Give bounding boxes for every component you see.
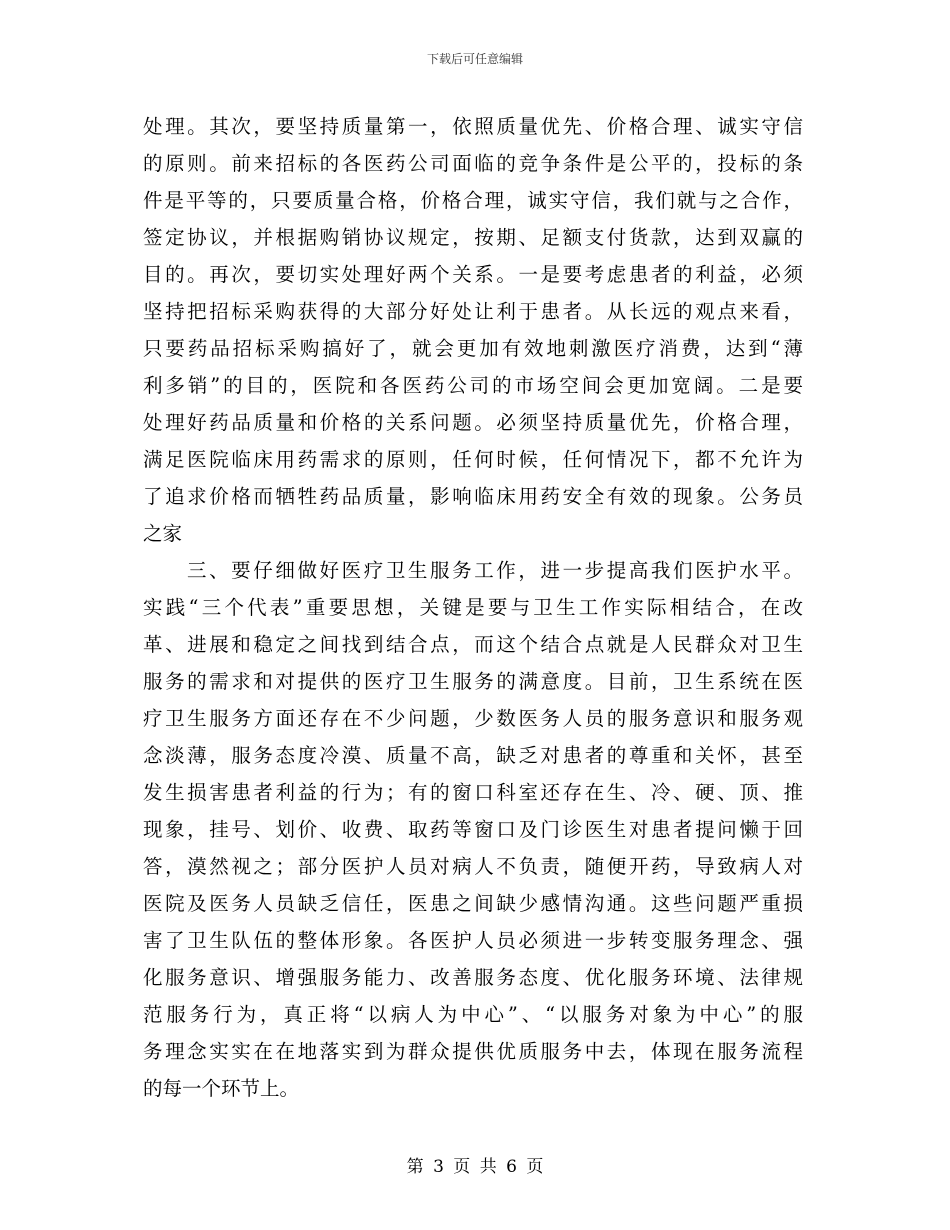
text-line: 现象，挂号、划价、收费、取药等窗口及门诊医生对患者提问懒于回 xyxy=(143,818,803,841)
text-line: 处理好药品质量和价格的关系问题。必须坚持质量优先，价格合理， xyxy=(143,411,803,434)
text-line: 件是平等的，只要质量合格，价格合理，诚实守信，我们就与之合作， xyxy=(143,189,803,212)
text-line: 只要药品招标采购搞好了，就会更加有效地刺激医疗消费，达到“薄 xyxy=(143,337,803,360)
text-line: 革、进展和稳定之间找到结合点，而这个结合点就是人民群众对卫生 xyxy=(143,633,803,656)
text-line: 念淡薄，服务态度冷漠、质量不高，缺乏对患者的尊重和关怀，甚至 xyxy=(143,744,803,767)
text-line: 利多销”的目的，医院和各医药公司的市场空间会更加宽阔。二是要 xyxy=(143,374,803,397)
text-line: 范服务行为，真正将“以病人为中心”、“以服务对象为中心”的服 xyxy=(143,1003,803,1026)
text-line: 的每一个环节上。 xyxy=(143,1077,300,1100)
text-line: 签定协议，并根据购销协议规定，按期、足额支付货款，达到双赢的 xyxy=(143,226,803,249)
section-heading-line: 三、要仔细做好医疗卫生服务工作，进一步提高我们医护水平。 xyxy=(187,559,803,582)
text-line: 满足医院临床用药需求的原则，任何时候，任何情况下，都不允许为 xyxy=(143,448,803,471)
text-line: 发生损害患者利益的行为；有的窗口科室还存在生、冷、硬、顶、推 xyxy=(143,781,803,804)
text-line: 坚持把招标采购获得的大部分好处让利于患者。从长远的观点来看， xyxy=(143,300,803,323)
text-line: 害了卫生队伍的整体形象。各医护人员必须进一步转变服务理念、强 xyxy=(143,929,803,952)
text-line: 服务的需求和对提供的医疗卫生服务的满意度。目前，卫生系统在医 xyxy=(143,670,803,693)
text-line: 实践“三个代表”重要思想，关键是要与卫生工作实际相结合，在改 xyxy=(143,596,803,619)
text-line: 疗卫生服务方面还存在不少问题，少数医务人员的服务意识和服务观 xyxy=(143,707,803,730)
text-line: 医院及医务人员缺乏信任，医患之间缺少感情沟通。这些问题严重损 xyxy=(143,892,803,915)
text-line: 务理念实实在在地落实到为群众提供优质服务中去，体现在服务流程 xyxy=(143,1040,803,1063)
text-line: 化服务意识、增强服务能力、改善服务态度、优化服务环境、法律规 xyxy=(143,966,803,989)
text-line: 答，漠然视之；部分医护人员对病人不负责，随便开药，导致病人对 xyxy=(143,855,803,878)
text-line: 处理。其次，要坚持质量第一，依照质量优先、价格合理、诚实守信 xyxy=(143,115,803,138)
text-line: 目的。再次，要切实处理好两个关系。一是要考虑患者的利益，必须 xyxy=(143,263,803,286)
page-header-note: 下载后可任意编辑 xyxy=(426,52,523,66)
document-body xyxy=(143,108,803,1107)
text-line: 了追求价格而牺牲药品质量，影响临床用药安全有效的现象。公务员 xyxy=(143,485,803,508)
page-number-footer: 第 3 页 共 6 页 xyxy=(406,1157,544,1177)
text-line: 的原则。前来招标的各医药公司面临的竞争条件是公平的，投标的条 xyxy=(143,152,803,175)
text-line: 之家 xyxy=(143,522,183,545)
